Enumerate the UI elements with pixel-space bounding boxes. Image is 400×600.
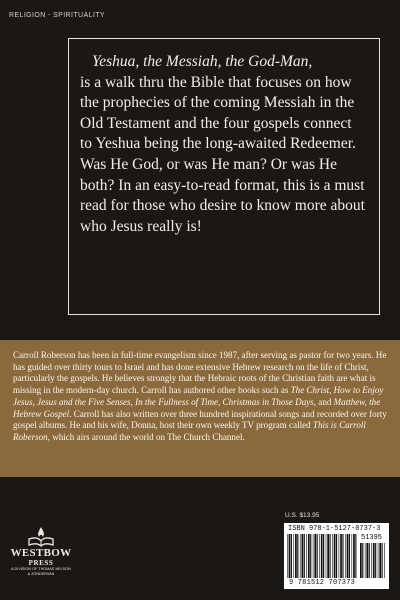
barcode-bar bbox=[373, 543, 375, 578]
barcode-bar bbox=[336, 534, 337, 578]
blurb-line: Was He God, or was He man? Or was He bbox=[80, 155, 338, 173]
barcode-bar bbox=[297, 534, 298, 578]
bio-segment-italic: This is Carroll Roberson bbox=[13, 420, 366, 442]
barcode-bar bbox=[332, 534, 333, 578]
barcode-bar bbox=[352, 534, 353, 578]
barcode-bar bbox=[300, 534, 301, 578]
blurb-text bbox=[80, 52, 372, 237]
publisher-press: PRESS bbox=[28, 559, 54, 567]
blurb-line: read for those who desire to know more about bbox=[80, 197, 365, 215]
barcode-bar bbox=[326, 534, 327, 578]
bio-segment: and bbox=[316, 396, 334, 407]
barcode-bar bbox=[369, 543, 370, 578]
blurb-line: who Jesus really is! bbox=[80, 217, 202, 235]
barcode-bar bbox=[287, 534, 288, 578]
barcode-bar bbox=[342, 534, 343, 578]
ean-barcode-bars bbox=[287, 534, 357, 578]
barcode-bar bbox=[330, 534, 331, 578]
blurb-line: is a walk thru the Bible that focuses on how bbox=[80, 73, 352, 91]
barcode-bar bbox=[302, 534, 304, 578]
barcode-bar bbox=[306, 534, 307, 578]
blurb-line: the prophecies of the coming Messiah in the bbox=[80, 94, 355, 112]
barcode-bar bbox=[291, 534, 292, 578]
barcode-bar bbox=[308, 534, 310, 578]
barcode-bar bbox=[295, 534, 297, 578]
bio-segment: Carroll Roberson has been in full-time evangelism since 1987, after serving as pastor for two years. He has guided over thirty tours to Israel and has done extensive Hebrew research on the life of Christ, particularly the gospels. He believes strongly that the Hebraic roots of the Christian faith are what is missing in the modern-day church. Carroll has authored other books such as bbox=[13, 350, 387, 396]
barcode-bar bbox=[345, 534, 346, 578]
barcode-bar bbox=[321, 534, 323, 578]
addon-code: 51395 bbox=[361, 534, 383, 542]
barcode-bar bbox=[375, 543, 376, 578]
barcode-bar bbox=[365, 543, 366, 578]
blurb-line: to Yeshua being the long-awaited Redeemer. bbox=[80, 135, 356, 153]
publisher-division: & ZONDERVAN bbox=[27, 571, 55, 576]
barcode-bar bbox=[314, 534, 316, 578]
barcode-bar bbox=[304, 534, 305, 578]
blurb-line: Old Testament and the four gospels connect bbox=[80, 114, 352, 132]
barcode-bar bbox=[382, 543, 383, 578]
barcode-bar bbox=[371, 543, 372, 578]
barcode-bar bbox=[293, 534, 294, 578]
barcode-bar bbox=[319, 534, 320, 578]
bio-segment: , which airs around the world on The Church Channel. bbox=[47, 431, 245, 442]
barcode-bar bbox=[323, 534, 324, 578]
publisher-logo bbox=[6, 525, 76, 593]
barcode-bar bbox=[360, 543, 362, 578]
blurb-title: Yeshua, the Messiah, the God-Man, bbox=[92, 53, 313, 70]
barcode bbox=[284, 523, 389, 589]
blurb-line: both? In an easy-to-read format, this is a must bbox=[80, 176, 365, 194]
isbn-text: ISBN 978-1-5127-0737-3 bbox=[288, 525, 381, 533]
barcode-bar bbox=[313, 534, 314, 578]
book-flame-icon bbox=[27, 525, 55, 547]
author-bio-text bbox=[13, 350, 389, 444]
publisher-division: A DIVISION OF THOMAS NELSON bbox=[11, 567, 71, 571]
barcode-bar bbox=[347, 534, 349, 578]
barcode-bar bbox=[327, 534, 329, 578]
barcode-bar bbox=[334, 534, 336, 578]
barcode-bar bbox=[317, 534, 318, 578]
barcode-bar bbox=[378, 543, 379, 578]
barcode-bar bbox=[310, 534, 311, 578]
addon-barcode-bars bbox=[360, 543, 386, 578]
bio-segment: . Carroll has also written over three hundred inspirational songs and recorded over forty gospel albums. He and his wife, Donna, host their own weekly TV program called bbox=[13, 408, 387, 431]
bio-segment-italic: Matthew, the Hebrew Gospel bbox=[13, 396, 381, 419]
publisher-name: WESTBOW bbox=[10, 547, 72, 559]
barcode-bar bbox=[366, 543, 368, 578]
bio-segment-italic: The Christ, How to Enjoy Jesus, Jesus and the Five Senses, In the Fullness of Time, Christmas in Those Days, bbox=[13, 385, 384, 407]
barcode-bar bbox=[340, 534, 342, 578]
ean-digits: 9 781512 707373 bbox=[288, 579, 355, 587]
barcode-bar bbox=[339, 534, 340, 578]
price-label: U.S. $13.95 bbox=[285, 512, 320, 519]
barcode-bar bbox=[362, 543, 363, 578]
barcode-bar bbox=[289, 534, 291, 578]
barcode-bar bbox=[355, 534, 356, 578]
barcode-bar bbox=[353, 534, 355, 578]
category-label: RELIGION - SPIRITUALITY bbox=[9, 12, 105, 19]
barcode-bar bbox=[379, 543, 381, 578]
barcode-bar bbox=[349, 534, 350, 578]
barcode-bar bbox=[384, 543, 385, 578]
